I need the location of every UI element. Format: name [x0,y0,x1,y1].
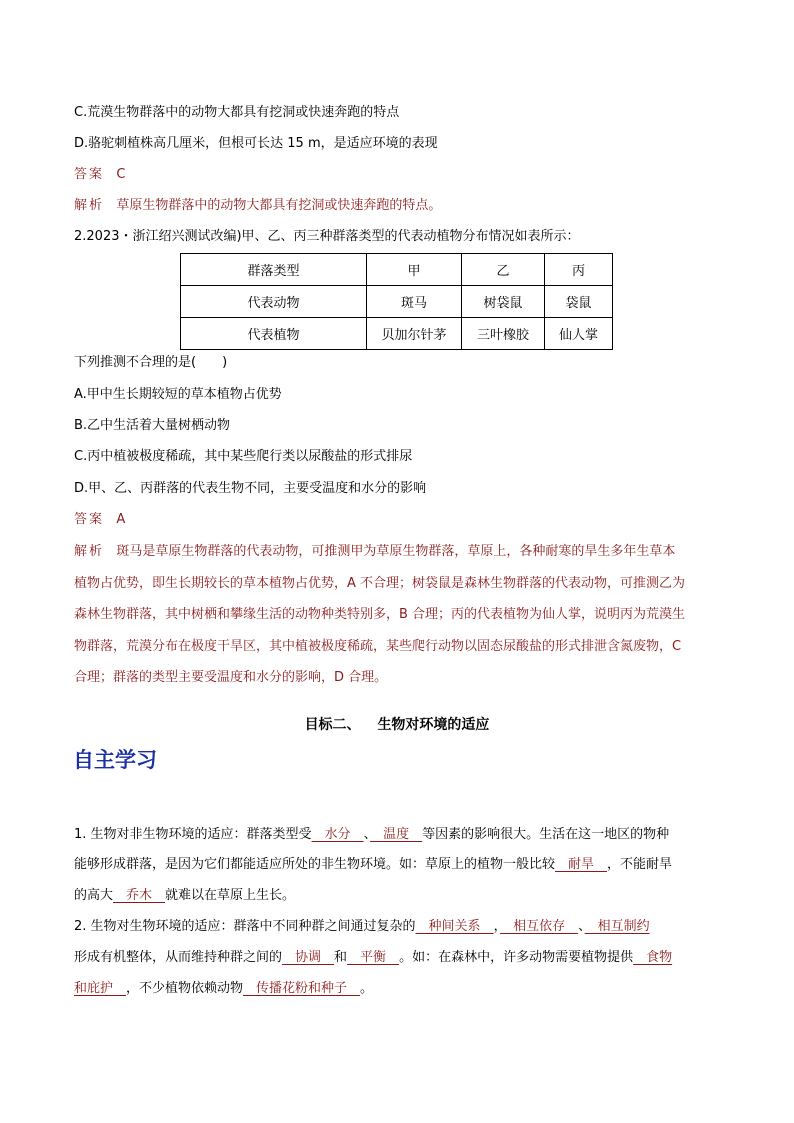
study-line [74,918,650,936]
fill-blank: 乔木 [113,888,166,903]
analysis-text: 草原生物群落中的动物大都具有挖洞或快速奔跑的特点。 [116,198,442,213]
answer-value: A [116,512,126,527]
study-text: 。 [360,981,374,996]
fill-blank: 耐旱 [555,857,608,872]
table-cell: 乙 [462,254,545,286]
answer-line [74,166,126,184]
study-text: 、 [578,919,585,934]
table-cell: 贝加尔针茅 [367,318,462,350]
study-text: 1. 生物对非生物环境的适应：群落类型受 [74,827,312,842]
analysis-line [74,197,441,215]
analysis-text: 植物占优势，即生长期较长的草本植物占优势，A 不合理；树袋鼠是森林生物群落的代表动物，可推测乙为 [74,576,686,591]
analysis-label: 解析 [74,198,105,213]
goal-title: 生物对环境的适应 [377,717,490,733]
study-text: ， [493,919,501,934]
study-text: 、 [363,827,371,842]
study-text: 和 [334,950,348,965]
table-cell: 代表植物 [181,318,367,350]
option-d: D.骆驼刺植株高几厘米，但根可长达 15 m，是适应环境的表现 [74,136,438,151]
analysis-label: 解析 [74,544,105,559]
option-c: C.荒漠生物群落中的动物大都具有挖洞或快速奔跑的特点 [74,105,400,120]
question-prompt: 下列推测不合理的是( ) [74,355,228,370]
option-b: B.乙中生活着大量树栖动物 [74,418,231,433]
goal-heading [0,714,794,734]
table-cell: 甲 [367,254,462,286]
question-stem: 2.2023・浙江绍兴测试改编)甲、乙、丙三种群落类型的代表动植物分布情况如表所示： [74,229,580,244]
analysis-text: 合理；群落的类型主要受温度和水分的影响，D 合理。 [74,670,388,685]
fill-blank: 和庇护 [74,981,127,996]
study-text: 形成有机整体，从而维持种群之间的 [74,950,283,965]
fill-blank: 相互依存 [500,919,579,934]
study-line [74,856,672,874]
answer-value: C [116,167,126,182]
option-c: C.丙中植被极度稀疏，其中某些爬行类以尿酸盐的形式排尿 [74,449,413,464]
table-header-row [181,254,613,286]
fill-blank: 传播花粉和种子 [243,981,361,996]
fill-blank: 相互制约 [584,919,650,934]
community-table [180,253,613,350]
study-text: ，不能耐旱 [607,857,673,872]
analysis-text: 物群落，荒漠分布在极度干旱区，其中植被极度稀疏，某些爬行动物以固态尿酸盐的形式排泄含氮废物，C [74,639,682,654]
study-text: ，不少植物依赖动物 [126,981,244,996]
study-text: 2. 生物对生物环境的适应：群落中不同种群之间通过复杂的 [74,919,416,934]
fill-blank: 平衡 [347,950,400,965]
study-line [74,826,669,844]
section-title: 自主学习 [73,747,157,772]
analysis-text: 森林生物群落，其中树栖和攀缘生活的动物种类特别多，B 合理；丙的代表植物为仙人掌，说明丙为荒漠生 [74,607,686,622]
answer-label: 答案 [74,167,105,182]
study-text: 等因素的影响很大。生活在这一地区的物种 [422,827,670,842]
study-text: 能够形成群落，是因为它们都能适应所处的非生物环境。如：草原上的植物一般比较 [74,857,556,872]
goal-label: 目标二、 [304,717,361,733]
study-line [74,949,672,967]
fill-blank: 水分 [311,827,364,842]
table-cell: 丙 [545,254,613,286]
table-row [181,286,613,318]
study-text: 就难以在草原上生长。 [165,888,296,903]
table-cell: 仙人掌 [545,318,613,350]
fill-blank: 种间关系 [415,919,494,934]
analysis-line [74,543,675,561]
table-cell: 代表动物 [181,286,367,318]
table-cell: 树袋鼠 [462,286,545,318]
option-a: A.甲中生长期较短的草本植物占优势 [74,387,282,402]
fill-blank: 协调 [282,950,335,965]
option-d: D.甲、乙、丙群落的代表生物不同，主要受温度和水分的影响 [74,481,427,496]
study-line [74,887,295,905]
fill-blank: 食物 [633,950,673,965]
study-text: 的高大 [74,888,114,903]
table-cell: 袋鼠 [545,286,613,318]
study-line [74,980,373,998]
study-text: 。如：在森林中，许多动物需要植物提供 [399,950,634,965]
answer-line [74,511,125,529]
table-cell: 三叶橡胶 [462,318,545,350]
analysis-text: 斑马是草原生物群落的代表动物，可推测甲为草原生物群落，草原上，各种耐寒的旱生多年生草本 [116,544,676,559]
fill-blank: 温度 [370,827,423,842]
table-cell: 群落类型 [181,254,367,286]
answer-label: 答案 [74,512,105,527]
table-row [181,318,613,350]
table-cell: 斑马 [367,286,462,318]
